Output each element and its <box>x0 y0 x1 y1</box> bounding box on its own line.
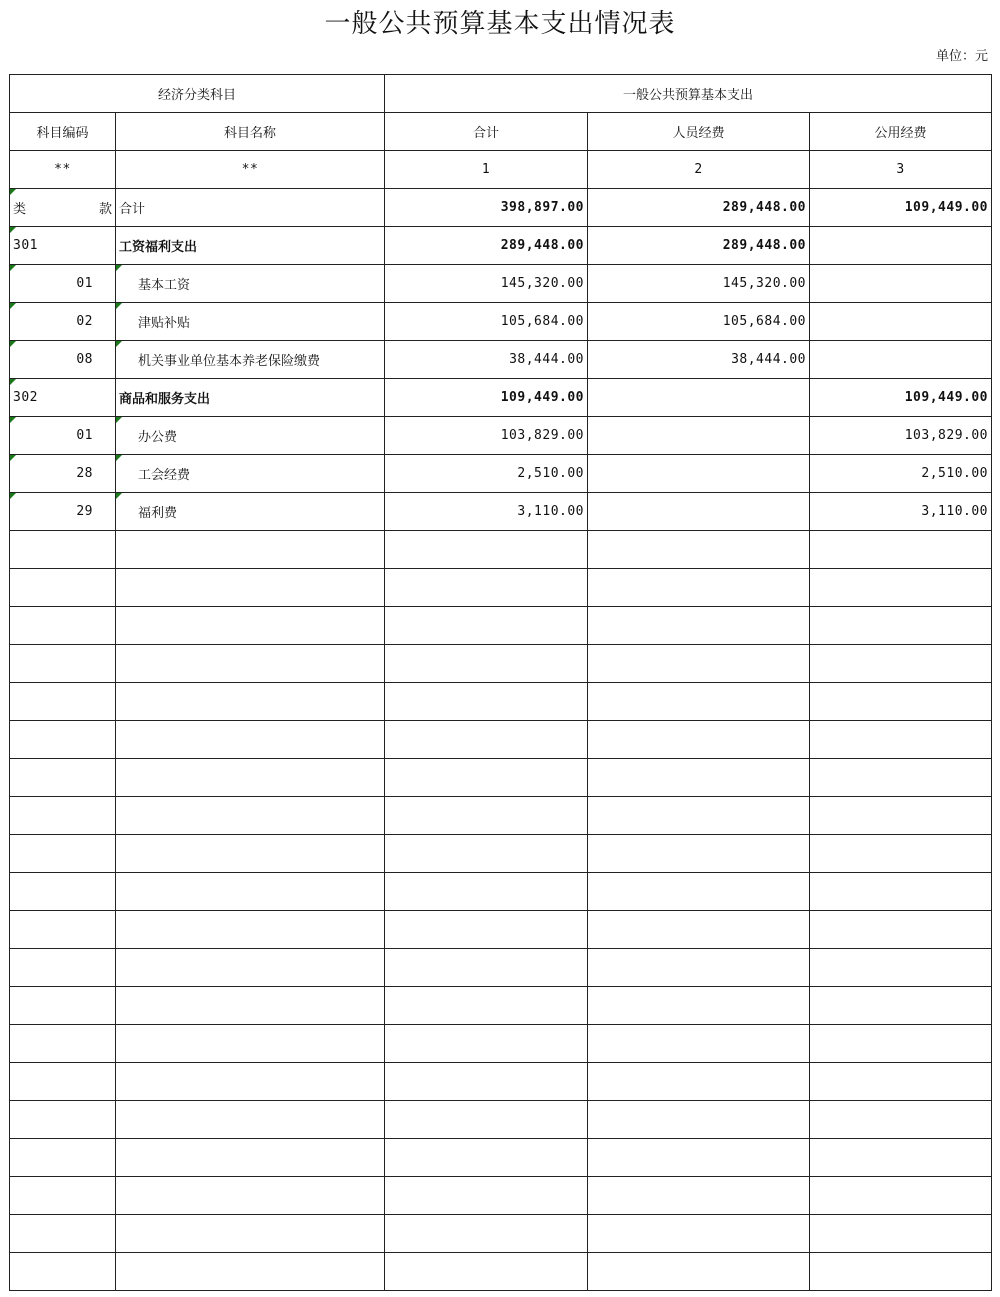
row-name: 工资福利支出 <box>116 227 385 265</box>
empty-cell <box>116 531 385 569</box>
empty-cell <box>588 1101 810 1139</box>
empty-cell <box>116 721 385 759</box>
blank-rows <box>10 531 992 1291</box>
empty-cell <box>116 797 385 835</box>
header-basic-expenditure: 一般公共预算基本支出 <box>385 75 992 113</box>
table-row <box>10 341 992 379</box>
header-public: 公用经费 <box>810 113 992 151</box>
empty-cell <box>10 759 116 797</box>
empty-cell <box>385 1177 588 1215</box>
header-total: 合计 <box>385 113 588 151</box>
empty-cell <box>10 683 116 721</box>
empty-cell <box>810 1025 992 1063</box>
empty-cell <box>810 1253 992 1291</box>
empty-row <box>10 1025 992 1063</box>
empty-cell <box>810 949 992 987</box>
empty-cell <box>588 911 810 949</box>
empty-cell <box>10 721 116 759</box>
empty-row <box>10 835 992 873</box>
empty-cell <box>588 797 810 835</box>
empty-cell <box>588 835 810 873</box>
empty-cell <box>10 835 116 873</box>
table-row <box>10 417 992 455</box>
empty-cell <box>116 1215 385 1253</box>
index-name: ** <box>116 151 385 189</box>
total-row <box>10 189 992 227</box>
total-code-cell <box>10 189 116 227</box>
row-code: 08 <box>10 341 116 379</box>
empty-cell <box>810 607 992 645</box>
empty-cell <box>116 569 385 607</box>
row-code: 01 <box>10 265 116 303</box>
empty-cell <box>810 1177 992 1215</box>
empty-row <box>10 1063 992 1101</box>
empty-cell <box>810 683 992 721</box>
empty-cell <box>588 1253 810 1291</box>
empty-cell <box>116 1063 385 1101</box>
row-total: 103,829.00 <box>385 417 588 455</box>
empty-cell <box>810 645 992 683</box>
empty-cell <box>810 1101 992 1139</box>
cell-marker <box>10 417 16 423</box>
empty-cell <box>10 1177 116 1215</box>
empty-row <box>10 1253 992 1291</box>
empty-cell <box>116 1139 385 1177</box>
empty-cell <box>116 683 385 721</box>
row-name: 办公费 <box>116 417 385 455</box>
empty-cell <box>588 873 810 911</box>
table-row <box>10 379 992 417</box>
row-public: 2,510.00 <box>810 455 992 493</box>
header-economic-classification: 经济分类科目 <box>10 75 385 113</box>
empty-cell <box>810 911 992 949</box>
empty-row <box>10 721 992 759</box>
empty-cell <box>116 759 385 797</box>
row-personnel <box>588 493 810 531</box>
row-personnel: 145,320.00 <box>588 265 810 303</box>
total-personnel: 289,448.00 <box>588 189 810 227</box>
empty-cell <box>385 531 588 569</box>
empty-cell <box>10 645 116 683</box>
row-public <box>810 227 992 265</box>
empty-cell <box>10 531 116 569</box>
row-total: 38,444.00 <box>385 341 588 379</box>
cell-marker <box>10 493 16 499</box>
row-total: 145,320.00 <box>385 265 588 303</box>
index-total: 1 <box>385 151 588 189</box>
empty-cell <box>588 531 810 569</box>
total-public: 109,449.00 <box>810 189 992 227</box>
empty-cell <box>385 1101 588 1139</box>
cell-marker <box>10 455 16 461</box>
empty-cell <box>588 1215 810 1253</box>
row-public <box>810 303 992 341</box>
empty-row <box>10 1101 992 1139</box>
table-row <box>10 303 992 341</box>
empty-cell <box>588 569 810 607</box>
empty-cell <box>116 607 385 645</box>
row-personnel: 289,448.00 <box>588 227 810 265</box>
empty-cell <box>116 1101 385 1139</box>
header-personnel: 人员经费 <box>588 113 810 151</box>
row-code: 01 <box>10 417 116 455</box>
empty-row <box>10 607 992 645</box>
empty-cell <box>810 569 992 607</box>
row-name: 商品和服务支出 <box>116 379 385 417</box>
empty-cell <box>588 1177 810 1215</box>
row-code: 02 <box>10 303 116 341</box>
table-row <box>10 227 992 265</box>
empty-cell <box>10 1063 116 1101</box>
empty-cell <box>385 1063 588 1101</box>
row-total: 105,684.00 <box>385 303 588 341</box>
empty-cell <box>810 1063 992 1101</box>
total-lei: 类 <box>13 202 27 217</box>
empty-cell <box>385 911 588 949</box>
row-personnel <box>588 417 810 455</box>
row-code: 29 <box>10 493 116 531</box>
empty-cell <box>385 873 588 911</box>
empty-cell <box>588 721 810 759</box>
empty-cell <box>385 1025 588 1063</box>
cell-marker <box>116 455 122 461</box>
empty-cell <box>385 1253 588 1291</box>
empty-row <box>10 531 992 569</box>
header-code: 科目编码 <box>10 113 116 151</box>
row-name: 机关事业单位基本养老保险缴费 <box>116 341 385 379</box>
empty-cell <box>116 645 385 683</box>
empty-cell <box>810 721 992 759</box>
empty-cell <box>10 607 116 645</box>
empty-cell <box>588 1063 810 1101</box>
empty-cell <box>810 987 992 1025</box>
row-public: 3,110.00 <box>810 493 992 531</box>
empty-cell <box>385 569 588 607</box>
empty-cell <box>10 1215 116 1253</box>
row-public <box>810 341 992 379</box>
empty-cell <box>10 949 116 987</box>
row-code: 301 <box>10 227 116 265</box>
row-name: 福利费 <box>116 493 385 531</box>
cell-marker <box>116 303 122 309</box>
row-public: 103,829.00 <box>810 417 992 455</box>
empty-row <box>10 911 992 949</box>
empty-cell <box>116 949 385 987</box>
row-personnel: 105,684.00 <box>588 303 810 341</box>
empty-cell <box>116 1177 385 1215</box>
total-name: 合计 <box>116 189 385 227</box>
empty-cell <box>10 1253 116 1291</box>
cell-marker <box>10 227 16 233</box>
cell-marker <box>10 265 16 271</box>
empty-cell <box>10 873 116 911</box>
empty-row <box>10 949 992 987</box>
empty-cell <box>810 873 992 911</box>
cell-marker <box>10 303 16 309</box>
empty-cell <box>10 1025 116 1063</box>
empty-cell <box>385 949 588 987</box>
empty-row <box>10 987 992 1025</box>
empty-cell <box>116 873 385 911</box>
index-row <box>10 151 992 189</box>
empty-cell <box>10 1101 116 1139</box>
cell-marker <box>116 341 122 347</box>
row-total: 289,448.00 <box>385 227 588 265</box>
row-name: 基本工资 <box>116 265 385 303</box>
empty-cell <box>385 683 588 721</box>
empty-cell <box>385 797 588 835</box>
cell-marker <box>10 341 16 347</box>
row-total: 3,110.00 <box>385 493 588 531</box>
empty-row <box>10 1215 992 1253</box>
table-row <box>10 455 992 493</box>
row-public <box>810 265 992 303</box>
empty-cell <box>385 835 588 873</box>
row-code: 28 <box>10 455 116 493</box>
empty-row <box>10 1177 992 1215</box>
cell-marker <box>116 493 122 499</box>
header-column-row <box>10 113 992 151</box>
empty-cell <box>588 645 810 683</box>
total-kuan: 款 <box>98 202 112 217</box>
empty-cell <box>810 797 992 835</box>
empty-cell <box>810 835 992 873</box>
empty-cell <box>810 531 992 569</box>
empty-row <box>10 1139 992 1177</box>
row-code: 302 <box>10 379 116 417</box>
empty-cell <box>10 911 116 949</box>
table-row <box>10 493 992 531</box>
empty-cell <box>10 797 116 835</box>
empty-cell <box>385 1139 588 1177</box>
row-personnel: 38,444.00 <box>588 341 810 379</box>
index-public: 3 <box>810 151 992 189</box>
table-row <box>10 265 992 303</box>
row-total: 109,449.00 <box>385 379 588 417</box>
empty-cell <box>588 949 810 987</box>
empty-cell <box>588 1025 810 1063</box>
empty-cell <box>116 835 385 873</box>
empty-row <box>10 873 992 911</box>
empty-cell <box>10 569 116 607</box>
row-public: 109,449.00 <box>810 379 992 417</box>
empty-cell <box>116 1025 385 1063</box>
empty-cell <box>588 987 810 1025</box>
empty-cell <box>116 911 385 949</box>
empty-cell <box>588 683 810 721</box>
cell-marker <box>10 379 16 385</box>
empty-cell <box>10 1139 116 1177</box>
empty-row <box>10 683 992 721</box>
empty-cell <box>116 1253 385 1291</box>
empty-cell <box>385 645 588 683</box>
empty-cell <box>116 987 385 1025</box>
total-total: 398,897.00 <box>385 189 588 227</box>
empty-cell <box>385 759 588 797</box>
row-total: 2,510.00 <box>385 455 588 493</box>
empty-cell <box>385 987 588 1025</box>
index-code: ** <box>10 151 116 189</box>
empty-cell <box>588 607 810 645</box>
empty-cell <box>810 759 992 797</box>
empty-cell <box>385 721 588 759</box>
empty-cell <box>385 1215 588 1253</box>
header-name: 科目名称 <box>116 113 385 151</box>
index-personnel: 2 <box>588 151 810 189</box>
row-personnel <box>588 379 810 417</box>
empty-row <box>10 569 992 607</box>
empty-cell <box>810 1215 992 1253</box>
empty-cell <box>385 607 588 645</box>
page-title: 一般公共预算基本支出情况表 <box>324 9 676 39</box>
cell-marker <box>10 189 16 195</box>
empty-cell <box>588 759 810 797</box>
empty-row <box>10 797 992 835</box>
row-name: 工会经费 <box>116 455 385 493</box>
row-name: 津贴补贴 <box>116 303 385 341</box>
empty-cell <box>10 987 116 1025</box>
empty-row <box>10 645 992 683</box>
empty-cell <box>810 1139 992 1177</box>
cell-marker <box>116 265 122 271</box>
empty-row <box>10 759 992 797</box>
empty-cell <box>588 1139 810 1177</box>
row-personnel <box>588 455 810 493</box>
expenditure-table <box>9 74 992 1291</box>
header-group-row <box>10 75 992 113</box>
unit-label: 单位：元 <box>935 49 988 64</box>
cell-marker <box>116 417 122 423</box>
